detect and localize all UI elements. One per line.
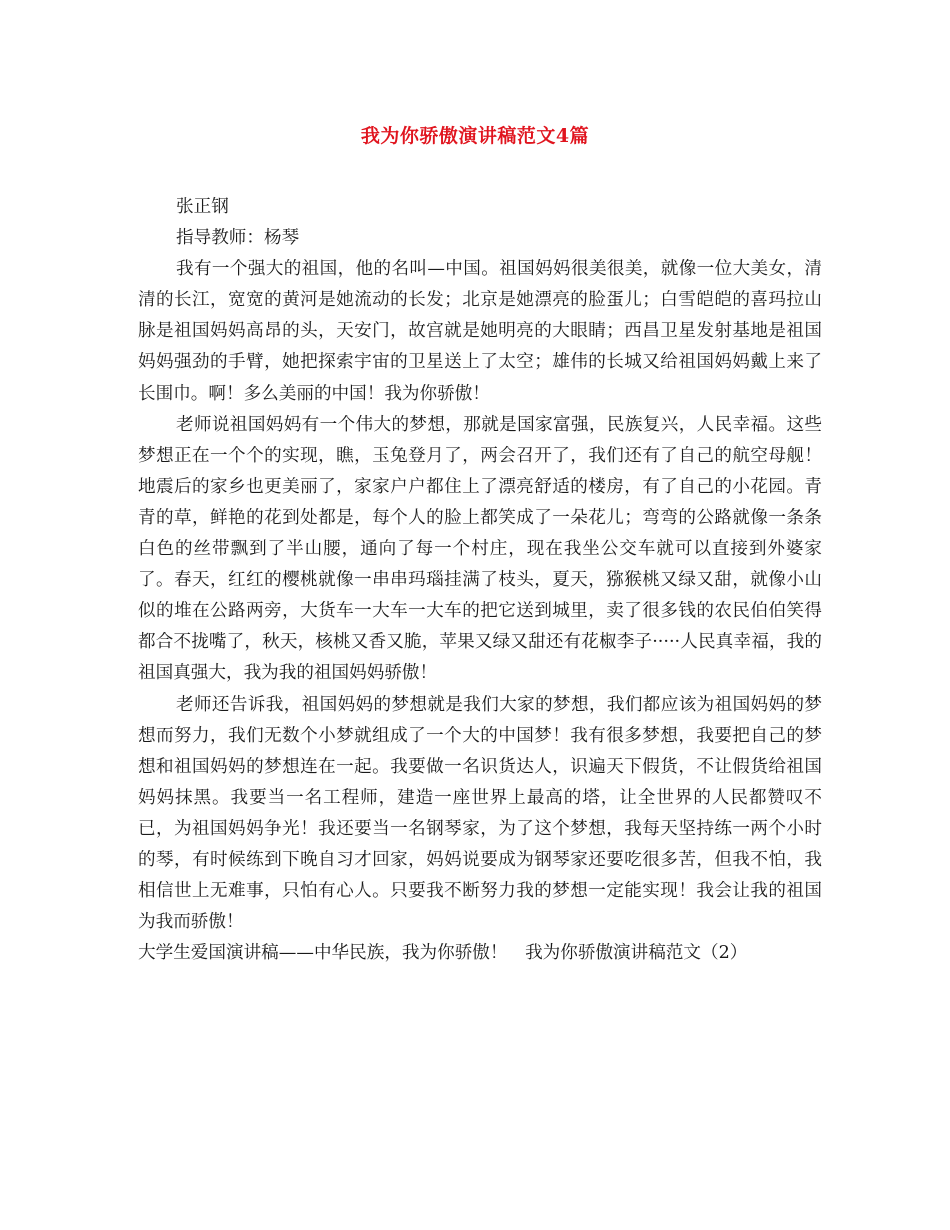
document-body — [138, 192, 822, 969]
paragraph-3: 老师还告诉我，祖国妈妈的梦想就是我们大家的梦想，我们都应该为祖国妈妈的梦想而努力，我们无数个小梦就组成了一个大的中国梦！我有很多梦想，我要把自己的梦想和祖国妈妈的梦想连在一起。我要做一名识货达人，识遍天下假货，不让假货给祖国妈妈抹黑。我要当一名工程师，建造一座世界上最高的塔，让全世界的人民都赞叹不已，为祖国妈妈争光！我还要当一名钢琴家，为了这个梦想，我每天坚持练一两个小时的琴，有时候练到下晚自习才回家，妈妈说要成为钢琴家还要吃很多苦，但我不怕，我相信世上无难事，只怕有心人。只要我不断努力我的梦想一定能实现！我会让我的祖国为我而骄傲！ — [138, 694, 822, 933]
author-name: 张正钢 — [176, 197, 229, 217]
related-article-line: 大学生爱国演讲稿——中华民族，我为你骄傲！ 我为你骄傲演讲稿范文（2） — [138, 943, 748, 964]
document-title: 我为你骄傲演讲稿范文4篇 — [360, 125, 590, 147]
paragraph-2: 老师说祖国妈妈有一个伟大的梦想，那就是国家富强，民族复兴，人民幸福。这些梦想正在一个个的实现，瞧，玉兔登月了，两会召开了，我们还有了自己的航空母舰！地震后的家乡也更美丽了，家家户户都住上了漂亮舒适的楼房，有了自己的小花园。青青的草，鲜艳的花到处都是，每个人的脸上都笑成了一朵花儿；弯弯的公路就像一条条白色的丝带飘到了半山腰，通向了每一个村庄，现在我坐公交车就可以直接到外婆家了。春天，红红的樱桃就像一串串玛瑙挂满了枝头，夏天，猕猴桃又绿又甜，就像小山似的堆在公路两旁，大货车一大车一大车的把它送到城里，卖了很多钱的农民伯伯笑得都合不拢嘴了，秋天，核桃又香又脆，苹果又绿又甜还有花椒李子·····人民真幸福，我的祖国真强大，我为我的祖国妈妈骄傲！ — [138, 414, 822, 684]
teacher-line: 指导教师：杨琴 — [176, 228, 300, 249]
paragraph-1: 我有一个强大的祖国，他的名叫—中国。祖国妈妈很美很美，就像一位大美女，清清的长江，宽宽的黄河是她流动的长发；北京是她漂亮的脸蛋儿；白雪皑皑的喜玛拉山脉是祖国妈妈高昂的头，天安门，故宫就是她明亮的大眼睛；西昌卫星发射基地是祖国妈妈强劲的手臂，她把探索宇宙的卫星送上了太空；雄伟的长城又给祖国妈妈戴上来了长围巾。啊！多么美丽的中国！我为你骄傲！ — [138, 259, 822, 404]
